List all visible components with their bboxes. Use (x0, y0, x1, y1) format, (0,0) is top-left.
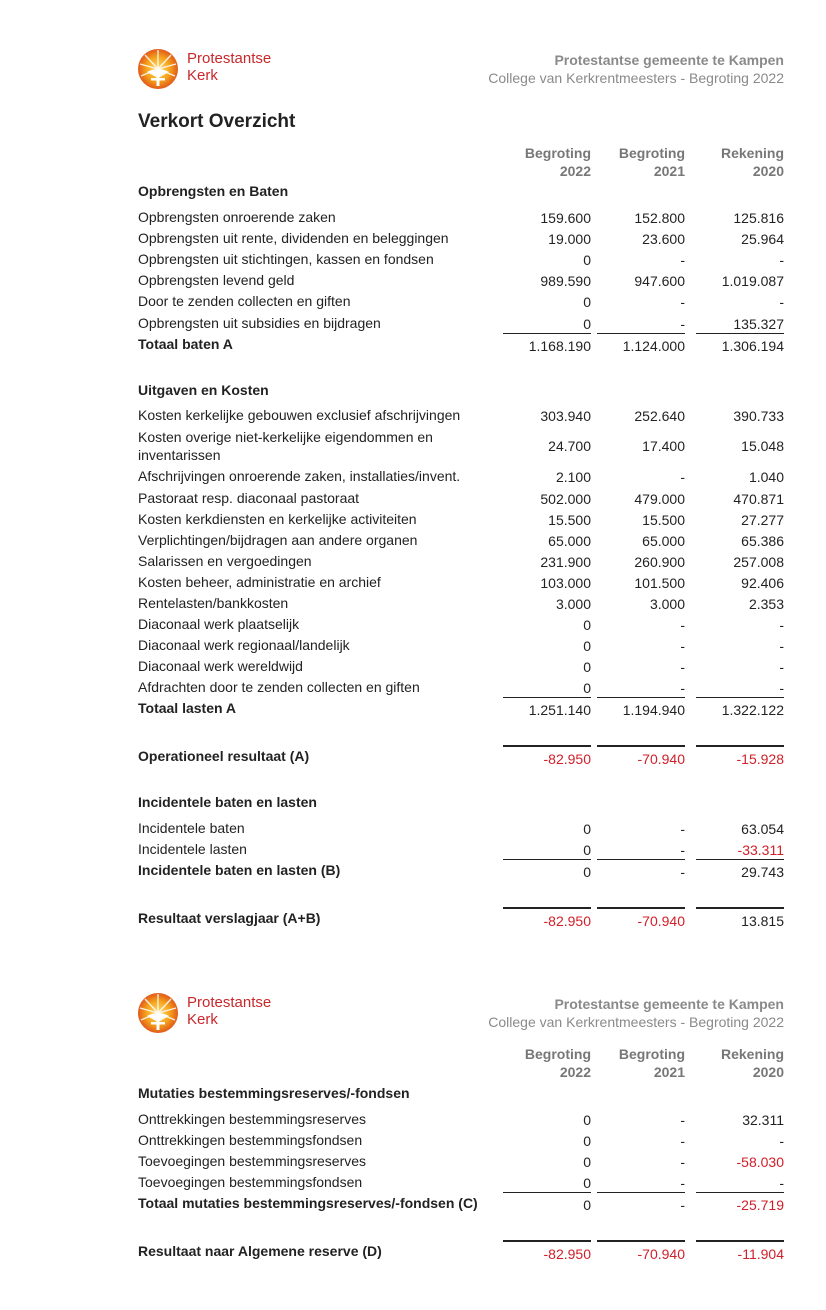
value-cell: - (779, 680, 784, 696)
value-cell: - (680, 638, 685, 654)
document-subtitle: College van Kerkrentmeesters - Begroting 2022 (488, 1014, 784, 1030)
logo-line1: Protestantse (187, 994, 272, 1011)
row-label: Diaconaal werk regionaal/landelijk (138, 637, 350, 653)
total-rule (597, 1192, 685, 1193)
column-header (491, 144, 591, 180)
value-cell: 152.800 (634, 210, 685, 226)
total-label: Resultaat verslagjaar (A+B) (138, 910, 321, 926)
total-rule (503, 1192, 591, 1193)
value-cell: 0 (583, 842, 591, 858)
total-rule (696, 907, 784, 909)
column-header (684, 1045, 784, 1081)
value-cell: - (779, 659, 784, 675)
value-cell: 15.048 (741, 438, 784, 454)
column-header-line1: Begroting (618, 145, 685, 161)
total-label: Incidentele baten en lasten (B) (138, 862, 341, 878)
total-rule (503, 697, 591, 698)
org-name: Protestantse gemeente te Kampen (554, 996, 784, 1012)
section-title: Mutaties bestemmingsreserves/-fondsen (138, 1085, 410, 1101)
page-title: Verkort Overzicht (138, 111, 296, 132)
value-cell: 15.500 (642, 512, 685, 528)
value-cell: 65.386 (741, 533, 784, 549)
value-cell: 303.940 (540, 408, 591, 424)
value-cell: - (779, 617, 784, 633)
logo (137, 992, 287, 1036)
value-cell: 0 (583, 1133, 591, 1149)
value-cell: 989.590 (540, 273, 591, 289)
total-rule (597, 859, 685, 860)
total-rule (503, 907, 591, 909)
column-header (585, 1045, 685, 1081)
value-cell: 1.019.087 (721, 273, 784, 289)
value-cell: - (680, 659, 685, 675)
total-rule (597, 333, 685, 334)
logo-text (187, 50, 271, 84)
row-label: Kosten kerkelijke gebouwen exclusief afschrijvingen (138, 407, 461, 423)
row-label: Salarissen en vergoedingen (138, 553, 312, 569)
value-cell: 0 (583, 1197, 591, 1213)
row-label: Opbrengsten onroerende zaken (138, 209, 336, 225)
value-cell: - (680, 864, 685, 880)
value-cell: 502.000 (540, 491, 591, 507)
value-cell: 0 (583, 864, 591, 880)
value-cell: - (680, 1154, 685, 1170)
value-cell: - (680, 842, 685, 858)
row-label: Toevoegingen bestemmingsreserves (138, 1153, 367, 1169)
value-cell: 65.000 (548, 533, 591, 549)
value-cell: 92.406 (741, 575, 784, 591)
value-cell: 252.640 (634, 408, 685, 424)
value-cell: 1.124.000 (622, 338, 685, 354)
total-rule (503, 859, 591, 860)
value-cell: -25.719 (736, 1197, 784, 1213)
value-cell: 257.008 (733, 554, 784, 570)
total-rule (696, 859, 784, 860)
value-cell: 231.900 (540, 554, 591, 570)
value-cell: 0 (583, 638, 591, 654)
protestantse-kerk-logo-icon (137, 48, 179, 90)
row-label: Onttrekkingen bestemmingsreserves (138, 1111, 366, 1127)
column-header-line2: 2022 (559, 1064, 591, 1080)
page-header-right (488, 51, 784, 87)
value-cell: -82.950 (543, 913, 591, 929)
value-cell: 0 (583, 252, 591, 268)
logo-line2: Kerk (187, 67, 218, 84)
row-label: Incidentele baten (138, 820, 245, 836)
value-cell: -82.950 (543, 751, 591, 767)
column-header-line2: 2020 (752, 163, 784, 179)
value-cell: - (680, 252, 685, 268)
value-cell: - (680, 1112, 685, 1128)
total-label: Totaal mutaties bestemmingsreserves/-fondsen (C) (138, 1195, 478, 1211)
row-label: Toevoegingen bestemmingsfondsen (138, 1174, 363, 1190)
logo-text (187, 994, 271, 1028)
value-cell: - (779, 1133, 784, 1149)
total-label: Totaal baten A (138, 336, 233, 352)
value-cell: 19.000 (548, 231, 591, 247)
value-cell: 27.277 (741, 512, 784, 528)
value-cell: 0 (583, 617, 591, 633)
total-label: Operationeel resultaat (A) (138, 748, 310, 764)
value-cell: 103.000 (540, 575, 591, 591)
value-cell: 15.500 (548, 512, 591, 528)
row-label: Opbrengsten levend geld (138, 272, 295, 288)
column-header (585, 144, 685, 180)
value-cell: 260.900 (634, 554, 685, 570)
value-cell: 3.000 (649, 596, 685, 612)
value-cell: 1.306.194 (721, 338, 784, 354)
column-header-line1: Rekening (720, 145, 784, 161)
value-cell: 63.054 (741, 821, 784, 837)
row-label: Onttrekkingen bestemmingsfondsen (138, 1132, 363, 1148)
column-header-line1: Rekening (720, 1046, 784, 1062)
value-cell: 32.311 (742, 1112, 784, 1128)
value-cell: 2.100 (555, 469, 591, 485)
column-header-line1: Begroting (524, 1046, 591, 1062)
row-label: Incidentele lasten (138, 841, 247, 857)
total-rule (696, 1192, 784, 1193)
value-cell: 479.000 (634, 491, 685, 507)
value-cell: - (779, 294, 784, 310)
row-label: Opbrengsten uit stichtingen, kassen en fondsen (138, 251, 434, 267)
row-label: Opbrengsten uit subsidies en bijdragen (138, 315, 381, 331)
row-label: Diaconaal werk wereldwijd (138, 658, 303, 674)
logo-line1: Protestantse (187, 50, 272, 67)
column-header-line1: Begroting (524, 145, 591, 161)
value-cell: -70.940 (637, 751, 685, 767)
value-cell: -58.030 (736, 1154, 784, 1170)
row-label: Kosten kerkdiensten en kerkelijke activiteiten (138, 511, 417, 527)
row-label: Door te zenden collecten en giften (138, 293, 351, 309)
total-label: Totaal lasten A (138, 700, 237, 716)
total-rule (503, 333, 591, 334)
row-label: Afdrachten door te zenden collecten en giften (138, 679, 420, 695)
value-cell: 23.600 (642, 231, 685, 247)
column-header (684, 144, 784, 180)
total-rule (696, 1240, 784, 1242)
value-cell: - (779, 1175, 784, 1191)
value-cell: 0 (583, 659, 591, 675)
value-cell: 0 (583, 1112, 591, 1128)
column-header-line2: 2021 (653, 1064, 685, 1080)
total-rule (503, 745, 591, 747)
row-label: Opbrengsten uit rente, dividenden en beleggingen (138, 230, 449, 246)
value-cell: -70.940 (637, 913, 685, 929)
row-label: Kosten beheer, administratie en archief (138, 574, 381, 590)
value-cell: -15.928 (736, 751, 784, 767)
value-cell: - (680, 821, 685, 837)
value-cell: -70.940 (637, 1246, 685, 1262)
value-cell: 470.871 (733, 491, 784, 507)
total-rule (597, 745, 685, 747)
value-cell: 159.600 (540, 210, 591, 226)
section-title: Uitgaven en Kosten (138, 382, 269, 398)
row-label: Rentelasten/bankkosten (138, 595, 289, 611)
total-rule (696, 697, 784, 698)
value-cell: 390.733 (733, 408, 784, 424)
value-cell: 1.251.140 (528, 702, 591, 718)
value-cell: 13.815 (741, 913, 784, 929)
value-cell: 1.194.940 (622, 702, 685, 718)
value-cell: 0 (583, 294, 591, 310)
value-cell: 0 (583, 316, 591, 332)
row-label: Diaconaal werk plaatselijk (138, 616, 300, 632)
protestantse-kerk-logo-icon (137, 992, 179, 1034)
value-cell: 0 (583, 1175, 591, 1191)
total-rule (597, 697, 685, 698)
value-cell: - (680, 1175, 685, 1191)
value-cell: 2.353 (748, 596, 784, 612)
value-cell: - (680, 469, 685, 485)
column-header-line1: Begroting (618, 1046, 685, 1062)
logo (137, 48, 287, 92)
row-label: Pastoraat resp. diaconaal pastoraat (138, 490, 360, 506)
value-cell: - (680, 617, 685, 633)
total-rule (696, 745, 784, 747)
value-cell: - (680, 316, 685, 332)
value-cell: 65.000 (642, 533, 685, 549)
page-header-right (488, 995, 784, 1031)
value-cell: 29.743 (741, 864, 784, 880)
value-cell: - (680, 680, 685, 696)
value-cell: -82.950 (543, 1246, 591, 1262)
row-label: Kosten overige niet-kerkelijke eigendommen en inventarissen (138, 429, 433, 463)
value-cell: 3.000 (555, 596, 591, 612)
value-cell: 1.040 (748, 469, 784, 485)
total-rule (597, 907, 685, 909)
value-cell: 125.816 (733, 210, 784, 226)
section-title: Incidentele baten en lasten (138, 794, 317, 810)
value-cell: - (680, 1133, 685, 1149)
column-header (491, 1045, 591, 1081)
total-rule (503, 1240, 591, 1242)
org-name: Protestantse gemeente te Kampen (554, 52, 784, 68)
document-subtitle: College van Kerkrentmeesters - Begroting 2022 (488, 70, 784, 86)
column-header-line2: 2022 (559, 163, 591, 179)
value-cell: - (779, 252, 784, 268)
value-cell: -11.904 (737, 1246, 784, 1262)
value-cell: 24.700 (548, 438, 591, 454)
value-cell: 947.600 (634, 273, 685, 289)
value-cell: - (680, 294, 685, 310)
value-cell: 1.322.122 (721, 702, 784, 718)
column-header-line2: 2020 (752, 1064, 784, 1080)
row-label: Verplichtingen/bijdragen aan andere organen (138, 532, 418, 548)
value-cell: - (779, 638, 784, 654)
value-cell: 0 (583, 680, 591, 696)
total-rule (597, 1240, 685, 1242)
logo-line2: Kerk (187, 1011, 218, 1028)
value-cell: 101.500 (634, 575, 685, 591)
value-cell: 17.400 (642, 438, 685, 454)
value-cell: 0 (583, 1154, 591, 1170)
value-cell: 1.168.190 (528, 338, 591, 354)
row-label: Afschrijvingen onroerende zaken, installaties/invent. (138, 468, 461, 484)
total-rule (696, 333, 784, 334)
section-title: Opbrengsten en Baten (138, 183, 289, 199)
value-cell: -33.311 (737, 842, 784, 858)
value-cell: 135.327 (733, 316, 784, 332)
value-cell: 0 (583, 821, 591, 837)
column-header-line2: 2021 (653, 163, 685, 179)
total-label: Resultaat naar Algemene reserve (D) (138, 1243, 382, 1259)
value-cell: 25.964 (741, 231, 784, 247)
value-cell: - (680, 1197, 685, 1213)
